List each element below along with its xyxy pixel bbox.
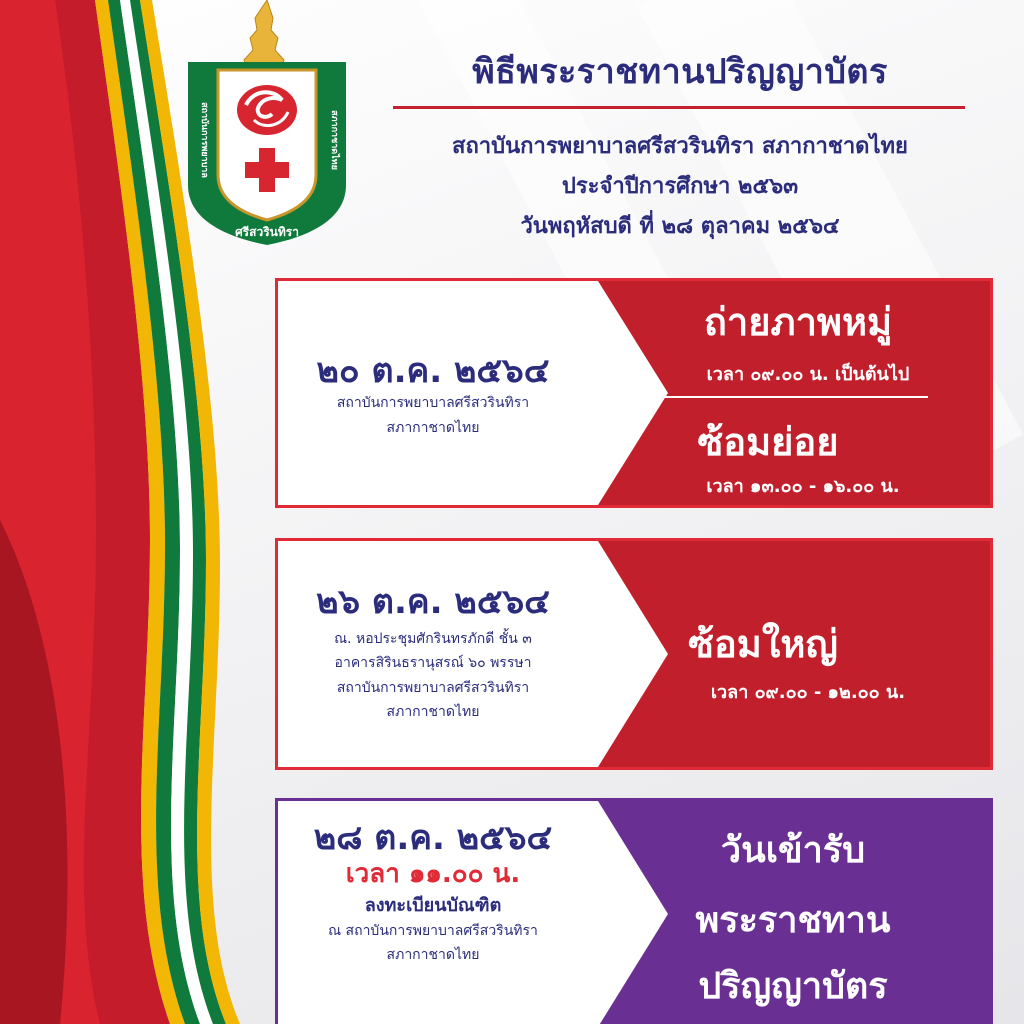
- emblem-logo: [178, 0, 356, 250]
- event-3-title-line: วันเข้ารับ: [720, 830, 866, 871]
- event-1-divider: [658, 396, 928, 398]
- event-1-location-line: สภากาชาดไทย: [386, 419, 480, 436]
- event-1-time: เวลา ๐๙.๐๐ น. เป็นต้นไป: [706, 364, 910, 385]
- event-2-location-line: อาคารสิรินธรานุสรณ์ ๖๐ พรรษา: [334, 655, 532, 672]
- event-card-3: [275, 798, 993, 1024]
- event-3-title-line: ปริญญาบัตร: [698, 966, 888, 1007]
- red-ornament-icon: [237, 85, 297, 135]
- event-3-location-line: ณ สถาบันการพยาบาลศรีสวรินทิรา: [328, 922, 538, 939]
- academic-year: ประจำปีการศึกษา ๒๕๖๓: [561, 174, 799, 199]
- event-2-location-line: ณ. หอประชุมศักรินทรภักดี ชั้น ๓: [334, 630, 532, 647]
- event-1-location-line: สถาบันการพยาบาลศรีสวรินทิรา: [336, 395, 530, 412]
- event-1-date: ๒๐ ต.ค. ๒๕๖๔: [316, 350, 550, 391]
- event-2-location-line: สภากาชาดไทย: [386, 704, 480, 721]
- event-3-location-line: สภากาชาดไทย: [386, 947, 480, 964]
- event-1-details: [278, 281, 588, 505]
- event-2-date: ๒๖ ต.ค. ๒๕๖๔: [316, 582, 550, 623]
- emblem-right-text: สภากาชาดไทย: [329, 110, 339, 170]
- title-divider: [393, 106, 965, 109]
- event-1-time2: เวลา ๑๓.๐๐ - ๑๖.๐๐ น.: [706, 476, 900, 497]
- event-2-title: ซ้อมใหญ่: [688, 622, 838, 666]
- ceremony-date: วันพฤหัสบดี ที่ ๒๘ ตุลาคม ๒๕๖๔: [520, 214, 840, 239]
- event-1-title2: ซ้อมย่อย: [697, 420, 839, 464]
- emblem-bottom-text: ศรีสวรินทิรา: [235, 225, 299, 239]
- event-2-location-line: สถาบันการพยาบาลศรีสวรินทิรา: [336, 679, 530, 696]
- event-3-details: [278, 801, 588, 1024]
- emblem-left-text: สถาบันการพยาบาล: [199, 102, 209, 178]
- event-card-1: [275, 278, 993, 508]
- institution-name: สถาบันการพยาบาลศรีสวรินทิรา สภากาชาดไทย: [452, 134, 908, 159]
- event-3-registration: ลงทะเบียนบัณฑิต: [364, 894, 502, 916]
- event-2-time: เวลา ๐๙.๐๐ - ๑๒.๐๐ น.: [710, 682, 906, 703]
- event-2-details: [278, 541, 588, 767]
- event-1-title: ถ่ายภาพหมู่: [703, 300, 893, 344]
- event-3-title-line: พระราชทาน: [695, 900, 891, 941]
- page-title: พิธีพระราชทานปริญญาบัตร: [472, 52, 888, 92]
- event-3-date: ๒๘ ต.ค. ๒๕๖๔: [313, 818, 553, 858]
- event-3-time: เวลา ๑๑.๐๐ น.: [345, 859, 521, 890]
- event-card-2: [275, 538, 993, 770]
